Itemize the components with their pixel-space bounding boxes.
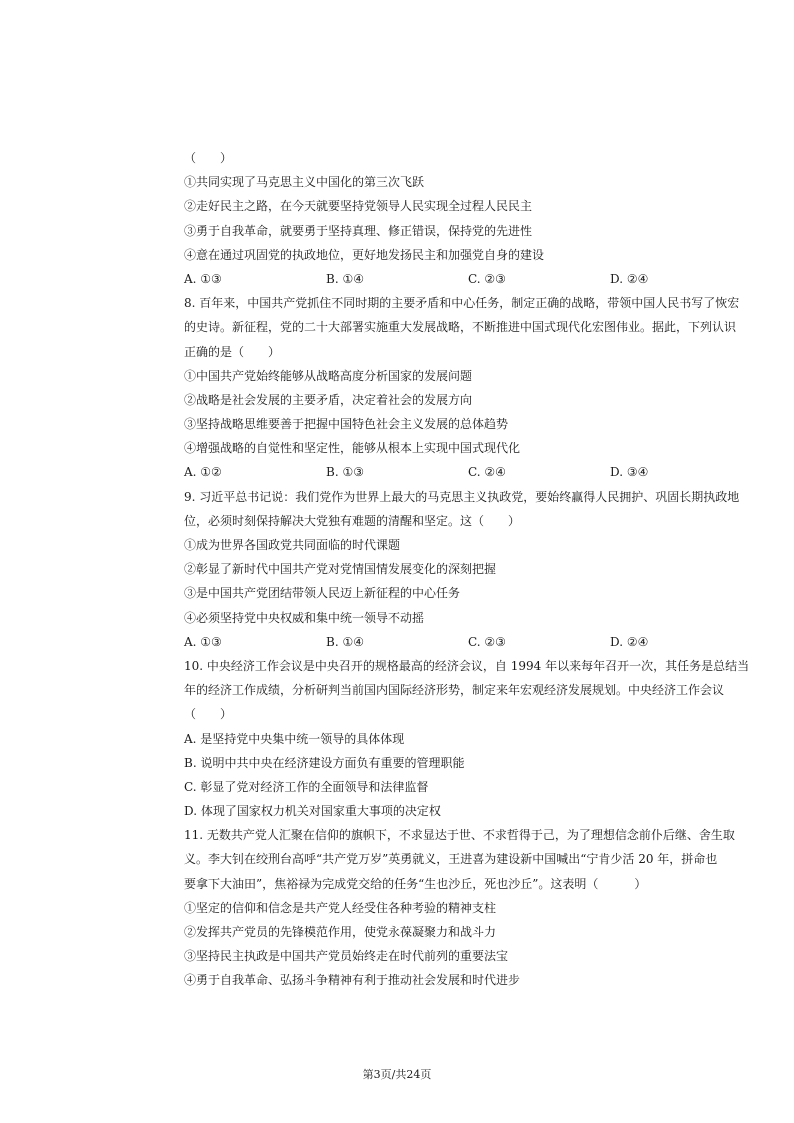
answer-options bbox=[184, 460, 649, 484]
question-stem-line: 年的经济工作成绩，分析研判当前国内国际经济形势，制定来年宏观经济发展规划。中央经济工作会议 bbox=[184, 683, 725, 698]
question-10 bbox=[184, 654, 750, 823]
statement-4: ④增强战略的自觉性和坚定性，能够从根本上实现中国式现代化 bbox=[184, 441, 521, 456]
statement-2: ②彰显了新时代中国共产党对党情国情发展变化的深刻把握 bbox=[184, 562, 497, 577]
option-a: A. ①③ bbox=[184, 271, 222, 286]
option-d: D. ②④ bbox=[610, 634, 649, 649]
question-11 bbox=[184, 823, 735, 992]
question-stem-line: 的史诗。新征程，党的二十大部署实施重大发展战略，不断推进中国式现代化宏图伟业。据此，下列认识 bbox=[184, 320, 737, 335]
statement-1: ①坚定的信仰和信念是共产党人经受住各种考验的精神支柱 bbox=[184, 900, 497, 915]
question-stem-line: （ ） bbox=[184, 707, 233, 722]
document-body bbox=[184, 146, 750, 993]
question-stem-line: 10. 中央经济工作会议是中央召开的规格最高的经济会议，自 1994 年以来每年召开一次，其任务是总结当 bbox=[184, 658, 750, 673]
statement-3: ③勇于自我革命，就要勇于坚持真理、修正错误，保持党的先进性 bbox=[184, 223, 533, 238]
question-stem-line: 要拿下大油田”，焦裕禄为完成党交给的任务“生也沙丘，死也沙丘”。这表明（ ） bbox=[184, 876, 647, 891]
statement-1: ①中国共产党始终能够从战略高度分析国家的发展问题 bbox=[184, 368, 473, 383]
question-stem-line: 位，必须时刻保持解决大党独有难题的清醒和坚定。这（ ） bbox=[184, 513, 521, 528]
option-a: A. 是坚持党中央集中统一领导的具体体现 bbox=[184, 731, 405, 746]
option-b: B. ①④ bbox=[326, 634, 364, 649]
question-stem-line: 8. 百年来，中国共产党抓住不同时期的主要矛盾和中心任务，制定正确的战略，带领中国人民书写了恢宏 bbox=[184, 296, 740, 311]
question-stem-line: 9. 习近平总书记说：我们党作为世界上最大的马克思主义执政党，要始终赢得人民拥护、巩固长期执政地 bbox=[184, 489, 740, 504]
question-stem-line: 义。李大钊在绞刑台高呼“共产党万岁”英勇就义，王进喜为建设新中国喊出“宁肯少活 20 年，拼命也 bbox=[184, 852, 718, 867]
question-stem-line: 正确的是（ ） bbox=[184, 344, 281, 359]
statement-2: ②战略是社会发展的主要矛盾，决定着社会的发展方向 bbox=[184, 392, 473, 407]
statement-3: ③是中国共产党团结带领人民迈上新征程的中心任务 bbox=[184, 586, 461, 601]
statement-1: ①成为世界各国政党共同面临的时代课题 bbox=[184, 538, 401, 552]
option-a: A. ①② bbox=[184, 465, 222, 480]
statement-3: ③坚持民主执政是中国共产党员始终走在时代前列的重要法宝 bbox=[184, 949, 509, 964]
statement-3: ③坚持战略思维要善于把握中国特色社会主义发展的总体趋势 bbox=[184, 417, 509, 432]
statement-4: ④必须坚持党中央权威和集中统一领导不动摇 bbox=[184, 610, 425, 625]
option-c: C. ②④ bbox=[468, 465, 506, 480]
option-a: A. ①③ bbox=[184, 634, 222, 649]
option-d: D. ②④ bbox=[610, 271, 649, 286]
statement-4: ④意在通过巩固党的执政地位，更好地发扬民主和加强党自身的建设 bbox=[184, 247, 545, 262]
option-c: C. 彰显了党对经济工作的全面领导和法律监督 bbox=[184, 779, 429, 794]
statement-1: ①共同实现了马克思主义中国化的第三次飞跃 bbox=[184, 175, 425, 190]
page-number: 第3页/共24页 bbox=[362, 1068, 432, 1081]
question-9 bbox=[184, 485, 740, 654]
statement-2: ②走好民主之路，在今天就要坚持党领导人民实现全过程人民民主 bbox=[184, 199, 533, 214]
option-d: D. 体现了国家权力机关对国家重大事项的决定权 bbox=[184, 804, 441, 819]
option-b: B. 说明中共中央在经济建设方面负有重要的管理职能 bbox=[184, 755, 465, 770]
answer-options bbox=[184, 630, 649, 654]
statement-2: ②发挥共产党员的先锋模范作用，使党永葆凝聚力和战斗力 bbox=[184, 925, 497, 939]
option-c: C. ②③ bbox=[468, 271, 506, 286]
option-b: B. ①③ bbox=[326, 465, 364, 480]
option-c: C. ②③ bbox=[468, 634, 506, 649]
option-d: D. ③④ bbox=[610, 465, 649, 480]
answer-bracket: （ ） bbox=[184, 151, 233, 165]
option-b: B. ①④ bbox=[326, 271, 364, 286]
statement-4: ④勇于自我革命、弘扬斗争精神有利于推动社会发展和时代进步 bbox=[184, 973, 521, 988]
question-8 bbox=[184, 291, 740, 485]
answer-options bbox=[184, 267, 649, 291]
question-stem-line: 11. 无数共产党人汇聚在信仰的旗帜下，不求显达于世、不求哲得于己，为了理想信念前仆后继、舍生取 bbox=[184, 828, 735, 843]
question-7-continuation bbox=[184, 146, 649, 291]
